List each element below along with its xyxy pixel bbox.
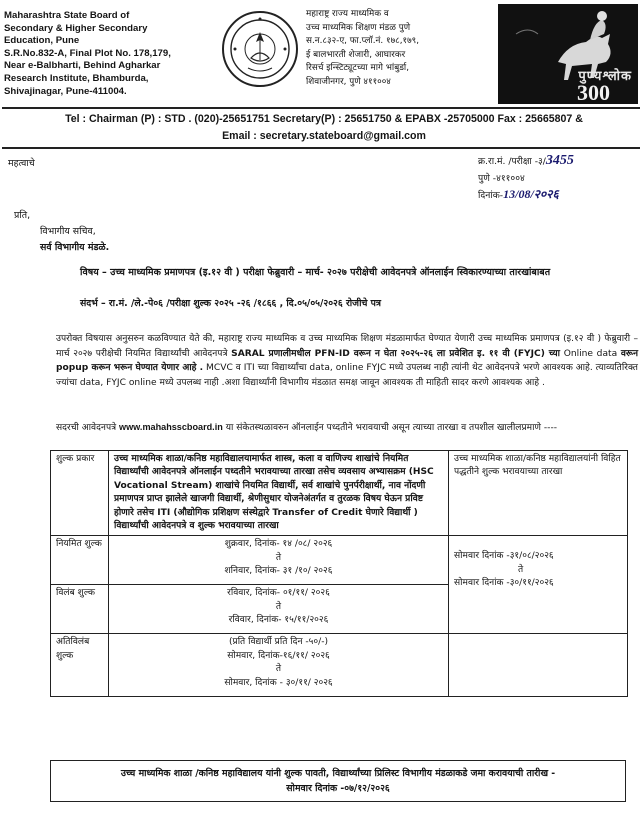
address-line: Education, Pune <box>4 35 80 47</box>
header-school-fee-dates: उच्च माध्यमिक शाळा/कनिष्ठ महाविद्यालयांनी विहित पद्धतीने शुल्क भरावयाच्या तारखा <box>449 451 628 536</box>
banner-title: पुण्यश्लोक <box>578 69 632 84</box>
date-range-cell <box>109 634 449 697</box>
contact-phone-line: Tel : Chairman (P) : STD . (020)-25651751 Secretary(P) : 25651750 & EPABX -25705000 Fax : 25665807 & <box>65 113 583 125</box>
addressee-line1: विभागीय सचिव, <box>40 226 96 237</box>
date-to: शनिवार, दिनांक- ३१ /१०/ २०२६ <box>224 566 333 577</box>
address-line: ई बालभारती शेजारी, आघारकर <box>306 49 406 60</box>
body-bold-text: वरून popup करून भरून घेण्यात येणार आहे . <box>56 348 638 374</box>
body-paragraph-1 <box>56 332 638 390</box>
city-pin: पुणे -४११००४ <box>478 173 525 184</box>
date-range-cell <box>109 585 449 634</box>
submission-date-text: उच्च माध्यमिक शाळा /कनिष्ठ महाविद्यालय यांनी शुल्क पावती, विद्यार्थ्यांच्या प्रिलिस्ट विभागीय मंडळाकडे जमा करावयाची तारीख - <box>120 768 556 779</box>
body-text: MCVC व ITI च्या विद्यार्थ्यांचा data, online FYJC मध्ये उपलब्ध नाही त्यांनी थेट आवेदनपत्रे भरणे आवश्यक आहे. त्याव्यतिरिक्त ज्यांचा data, FYJC online मध्ये उपलब्ध नाही .अशा विद्यार्थ्यांनी विभागीय मंडळात समक्ष जावून आवश्यक ती माहिती सादर करणे आवश्यक आहे . <box>56 363 638 388</box>
address-line: Near e-Balbharti, Behind Agharkar <box>4 60 161 72</box>
date-sep: ते <box>275 552 282 563</box>
fee-type-cell: अतिविलंब शुल्क <box>51 634 109 697</box>
board-website-link[interactable]: www.mahahsscboard.in <box>119 422 223 432</box>
submission-date-box <box>50 760 626 802</box>
table-row <box>51 634 628 697</box>
header-fee-type: शुल्क प्रकार <box>51 451 109 536</box>
address-line: रिसर्च इन्स्टिट्यूटच्या मागे भांबुर्डा, <box>306 63 409 74</box>
addressee-line2: सर्व विभागीय मंडळे. <box>40 242 110 253</box>
fee-schedule-table <box>50 450 628 697</box>
address-line: Shivajinagar, Pune-411004. <box>4 85 127 97</box>
date-from: शुक्रवार, दिनांक- १४ /०८/ २०२६ <box>224 539 333 550</box>
date-from: सोमवार, दिनांक-१६/११/ २०२६ <box>227 650 330 661</box>
marathi-address <box>306 8 496 90</box>
address-line: Secondary & Higher Secondary <box>4 22 148 34</box>
address-line: S.R.No.832-A, Final Plot No. 178,179, <box>4 47 171 59</box>
late-fee-note: (प्रति विद्यार्थी प्रति दिन -५०/-) <box>228 637 329 648</box>
body-text: Online data <box>560 348 621 359</box>
header-rule <box>2 107 640 109</box>
letter-reference: संदर्भ – रा.मं. /ले.-पे०६ /परीक्षा शुल्क २०२५ -२६ /१८६६ , दि.०५/०५/२०२६ रोजीचे पत्र <box>80 298 382 309</box>
body-bold-text: SARAL प्रणालीमधील PFN-ID वरून न घेता २०२५-२६ ला प्रवेशित इ. ११ वी (FYJC) च्या <box>231 348 561 359</box>
date-prefix: दिनांक- <box>478 190 504 201</box>
horse-rider-icon <box>498 4 638 104</box>
body-text: या संकेतस्थळावरुन ऑनलाईन पध्दतीने भरावयाची असून त्याच्या तारखा व तपशील खालीलप्रमाणे ---- <box>222 423 558 433</box>
school-fee-from: सोमवार दिनांक -३१/०८/२०२६ <box>454 551 554 562</box>
table-header-row <box>51 451 628 536</box>
contact-email-line: Email : secretary.stateboard@gmail.com <box>222 130 426 142</box>
school-fee-to: सोमवार दिनांक -३०/११/२०२६ <box>454 578 554 589</box>
school-fee-date-cell <box>449 536 628 634</box>
date-to: रविवार, दिनांक- १५/११/२०२६ <box>228 615 329 626</box>
board-emblem-icon <box>221 10 299 88</box>
address-line: महाराष्ट्र राज्य माध्यमिक व <box>306 9 389 19</box>
address-line: शिवाजीनगर, पुणे ४११००४ <box>306 76 391 87</box>
letter-subject: विषय – उच्च माध्यमिक प्रमाणपत्र (इ.१२ वी ) परीक्षा फेब्रुवारी – मार्च- २०२७ परीक्षेची आवेदनपत्रे ऑनलाईन स्विकारण्याच्या तारखांबाबत <box>80 267 551 278</box>
contact-info <box>10 111 638 145</box>
address-line: Maharashtra State Board of <box>4 10 130 21</box>
submission-date-value: सोमवार दिनांक -०७/१२/२०२६ <box>286 783 390 794</box>
important-tag: महत्वाचे <box>8 158 35 169</box>
header-rule-bottom <box>2 147 640 149</box>
letter-date <box>478 186 559 204</box>
fee-type-cell: विलंब शुल्क <box>51 585 109 634</box>
date-handwritten: 13/08/२०२६ <box>503 187 559 201</box>
addressee-prati: प्रति, <box>14 210 31 221</box>
body-text: उपरोक्त विषयास अनुसरुन कळविण्यात येते की, महाराष्ट्र राज्य माध्यमिक व उच्च माध्यमिक शिक्षण मंडळामार्फत घेण्यात येणारी उच्च माध्यमिक प्रमाणपत्र (इ.१२ वी ) फेब्रुवारी – मार्च २०२७ परीक्षेची नियमित विद्यार्थ्यांची आवेदनपत्रे <box>56 334 638 359</box>
date-range-cell <box>109 536 449 585</box>
body-text: सदरची आवेदनपत्रे <box>56 423 120 433</box>
banner-number: 300 <box>577 80 610 104</box>
english-address <box>4 10 214 98</box>
table-row <box>51 536 628 585</box>
school-fee-sep: ते <box>518 564 524 575</box>
fee-type-cell: नियमित शुल्क <box>51 536 109 585</box>
reference-number <box>478 152 644 170</box>
date-from: रविवार, दिनांक- ०१/११/ २०२६ <box>227 588 330 599</box>
date-to: सोमवार, दिनांक - ३०/११/ २०२६ <box>224 677 333 688</box>
date-sep: ते <box>275 601 282 612</box>
address-line: Research Institute, Bhamburda, <box>4 72 149 84</box>
reference-handwritten-number: 3455 <box>545 153 574 168</box>
address-line: उच्च माध्यमिक शिक्षण मंडळ पुणे <box>306 22 411 33</box>
anniversary-banner <box>498 4 638 104</box>
empty-cell <box>449 634 628 697</box>
header-application-dates: उच्च माध्यमिक शाळा/कनिष्ठ महाविद्यालयामार्फत शास्त्र, कला व वाणिज्य शाखांचे नियमित विद्यार्थ्यांची आवेदनपत्रे ऑनलाईन पध्दतीने भरावयाच्या तारखा तसेच व्यवसाय अभ्यासक्रम (HSC Vocational Stream) शाखांचे नियमित विद्यार्थी, सर्व शाखांचे पुनर्परीक्षार्थी, नाव नोंदणी प्रमाणपत्र प्राप्त झालेले खाजगी विद्यार्थी, श्रेणीसुधार योजनेअंतर्गत व तुरळक विषय घेऊन प्रविष्ट होणारे तसेच ITI (औद्योगिक प्रशिक्षण संस्थेद्वारे Transfer of Credit घेणारे विद्यार्थी ) विद्यार्थ्यांची आवेदनपत्रे व शुल्क भरावयाच्या तारखा <box>109 451 449 536</box>
address-line: स.न.८३२-ए, फा.प्लॉ.नं. १७८,१७९, <box>306 36 420 47</box>
date-sep: ते <box>275 664 282 675</box>
reference-prefix: क्र.रा.मं. /परीक्षा -३/ <box>478 156 546 167</box>
body-paragraph-2 <box>56 420 638 436</box>
